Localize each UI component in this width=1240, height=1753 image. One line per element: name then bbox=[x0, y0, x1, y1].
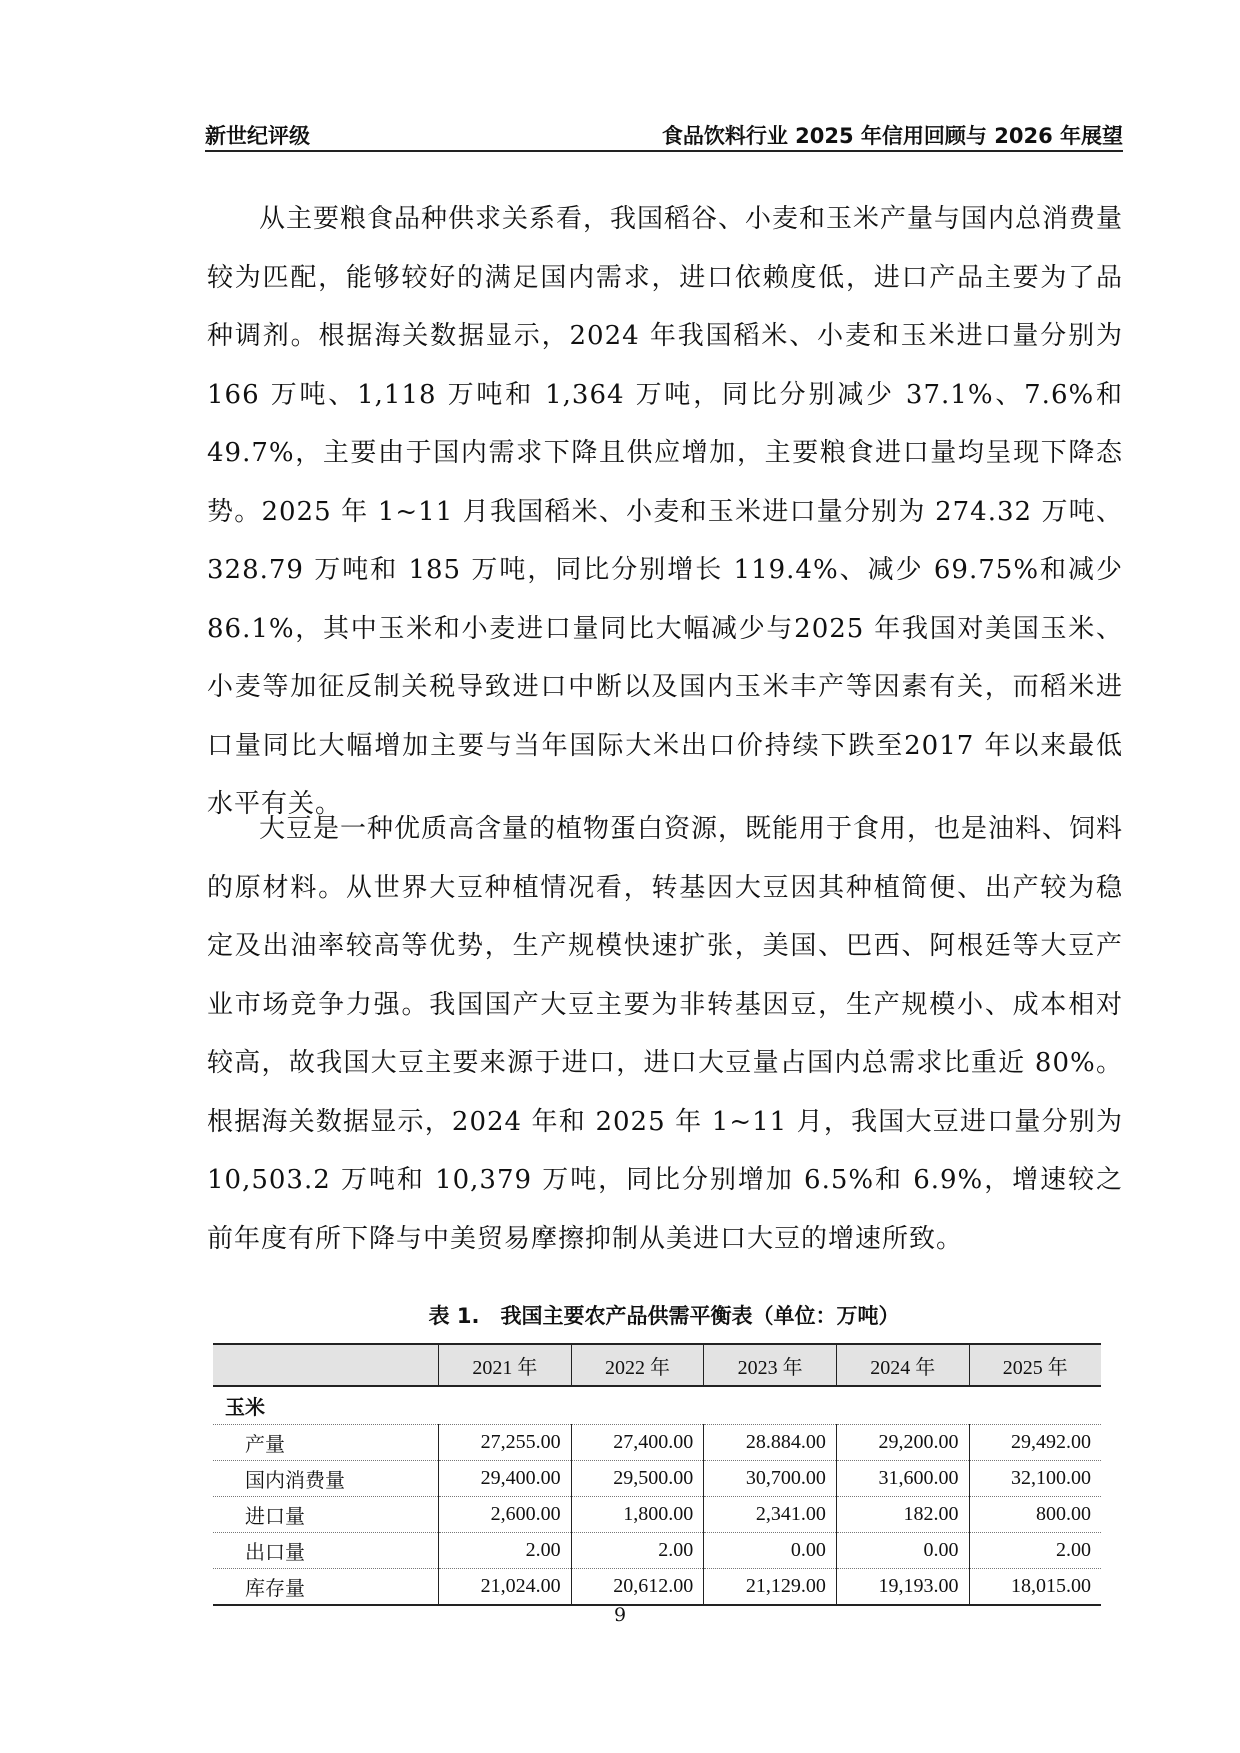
table-cell: 18,015.00 bbox=[969, 1569, 1101, 1606]
table-cell: 20,612.00 bbox=[571, 1569, 704, 1606]
table-cell: 29,500.00 bbox=[571, 1461, 704, 1497]
table-cell: 29,400.00 bbox=[439, 1461, 572, 1497]
table-cell: 19,193.00 bbox=[836, 1569, 969, 1606]
table-cell: 2.00 bbox=[571, 1533, 704, 1569]
header-blank-cell bbox=[213, 1344, 439, 1386]
row-label: 国内消费量 bbox=[213, 1461, 439, 1497]
table-cell: 21,129.00 bbox=[704, 1569, 837, 1606]
table-row bbox=[213, 1461, 1101, 1497]
table-row bbox=[213, 1425, 1101, 1461]
header-year: 2022 年 bbox=[571, 1344, 704, 1386]
row-label: 产量 bbox=[213, 1425, 439, 1461]
paragraph-soybean: 大豆是一种优质高含量的植物蛋白资源，既能用于食用，也是油料、饲料的原材料。从世界大豆种植情况看，转基因大豆因其种植简便、出产较为稳定及出油率较高等优势，生产规模快速扩张，美国、巴西、阿根廷等大豆产业市场竞争力强。我国国产大豆主要为非转基因豆，生产规模小、成本相对较高，故我国大豆主要来源于进口，进口大豆量占国内总需求比重近 80%。根据海关数据显示，2024 年和 2025 年 1~11 月，我国大豆进口量分别为 10,503.2 万吨和 10,379 万吨，同比分别增加 6.5%和 6.9%，增速较之前年度有所下降与中美贸易摩擦抑制从美进口大豆的增速所致。 bbox=[207, 814, 1124, 1254]
header-report-title: 食品饮料行业 2025 年信用回顾与 2026 年展望 bbox=[661, 124, 1123, 148]
row-label: 进口量 bbox=[213, 1497, 439, 1533]
table-caption: 表 1. 我国主要农产品供需平衡表（单位：万吨） bbox=[428, 1304, 900, 1328]
supply-demand-table bbox=[213, 1343, 1101, 1606]
header-org-name: 新世纪评级 bbox=[205, 124, 310, 148]
body-text bbox=[207, 190, 1123, 1268]
table-row bbox=[213, 1533, 1101, 1569]
row-label: 出口量 bbox=[213, 1533, 439, 1569]
header-year: 2023 年 bbox=[704, 1344, 837, 1386]
table-cell: 182.00 bbox=[836, 1497, 969, 1533]
table-cell: 32,100.00 bbox=[969, 1461, 1101, 1497]
table-cell: 21,024.00 bbox=[439, 1569, 572, 1606]
table-cell: 800.00 bbox=[969, 1497, 1101, 1533]
table-cell: 28.884.00 bbox=[704, 1425, 837, 1461]
table-cell: 0.00 bbox=[836, 1533, 969, 1569]
table-row bbox=[213, 1569, 1101, 1606]
table-cell: 31,600.00 bbox=[836, 1461, 969, 1497]
header-year: 2024 年 bbox=[836, 1344, 969, 1386]
paragraph-grain-supply: 从主要粮食品种供求关系看，我国稻谷、小麦和玉米产量与国内总消费量较为匹配，能够较好的满足国内需求，进口依赖度低，进口产品主要为了品种调剂。根据海关数据显示，2024 年我国稻米、小麦和玉米进口量分别为 166 万吨、1,118 万吨和 1,364 万吨，同比分别减少 37.1%、7.6%和 49.7%，主要由于国内需求下降且供应增加，主要粮食进口量均呈现下降态势。2025 年 1~11 月我国稻米、小麦和玉米进口量分别为 274.32 万吨、328.79 万吨和 185 万吨，同比分别增长 119.4%、减少 69.75%和减少 86.1%，其中玉米和小麦进口量同比大幅减少与2025 年我国对美国玉米、小麦等加征反制关税导致进口中断以及国内玉米丰产等因素有关，而稻米进口量同比大幅增加主要与当年国际大米出口价持续下跌至2017 年以来最低水平有关。 bbox=[207, 204, 1124, 819]
table-cell: 0.00 bbox=[704, 1533, 837, 1569]
table-cell: 2,600.00 bbox=[439, 1497, 572, 1533]
table-section-row bbox=[213, 1386, 1101, 1425]
table-cell: 1,800.00 bbox=[571, 1497, 704, 1533]
table-cell: 29,200.00 bbox=[836, 1425, 969, 1461]
table-cell: 27,400.00 bbox=[571, 1425, 704, 1461]
header-year: 2025 年 bbox=[969, 1344, 1101, 1386]
table-cell: 2,341.00 bbox=[704, 1497, 837, 1533]
table-cell: 2.00 bbox=[969, 1533, 1101, 1569]
row-label: 库存量 bbox=[213, 1569, 439, 1606]
table-row bbox=[213, 1497, 1101, 1533]
table-cell: 27,255.00 bbox=[439, 1425, 572, 1461]
table-cell: 2.00 bbox=[439, 1533, 572, 1569]
table-header-row bbox=[213, 1344, 1101, 1386]
table-cell: 30,700.00 bbox=[704, 1461, 837, 1497]
page-number: 9 bbox=[613, 1604, 627, 1626]
header-year: 2021 年 bbox=[439, 1344, 572, 1386]
page-header bbox=[205, 118, 1123, 152]
section-label-corn: 玉米 bbox=[213, 1386, 1101, 1425]
table-cell: 29,492.00 bbox=[969, 1425, 1101, 1461]
